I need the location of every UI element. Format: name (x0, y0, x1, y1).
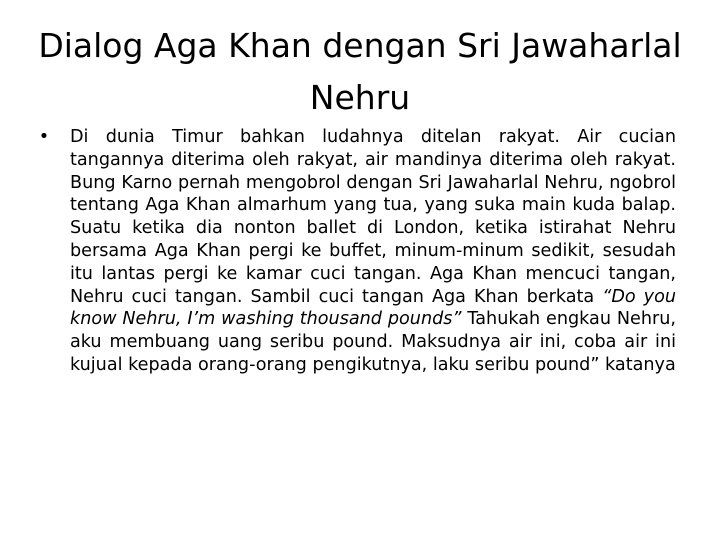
bullet-item (34, 126, 676, 377)
bullet-text-part: Tahukah engkau Nehru, aku membuang uang seribu pound. Maksudnya air ini, coba air ini kujual kepada orang-orang pengikutnya, laku seribu pound” katanya (70, 309, 676, 375)
bullet-list (34, 126, 676, 377)
bullet-text-part: Di dunia Timur bahkan ludahnya ditelan rakyat. Air cucian tangannya diterima oleh rakyat, air mandinya diterima oleh rakyat. Bung Karno pernah mengobrol dengan Sri Jawaharlal Nehru, ngobrol tentang Aga Khan almarhum yang tua, yang suka main kuda balap. Suatu ketika dia nonton ballet di London, ketika istirahat Nehru bersama Aga Khan pergi ke buffet, minum-minum sedikit, sesudah itu lantas pergi ke kamar cuci tangan. Aga Khan mencuci tangan, Nehru cuci tangan. Sambil cuci tangan Aga Khan berkata (70, 127, 676, 307)
bullet-quote-italic: “Do you know Nehru, I’m washing thousand pounds” (70, 286, 676, 330)
bullet-marker: • (38, 127, 50, 147)
slide-title: Dialog Aga Khan dengan Sri Jawaharlal Nehru (38, 26, 682, 117)
bullet-text (70, 127, 676, 375)
